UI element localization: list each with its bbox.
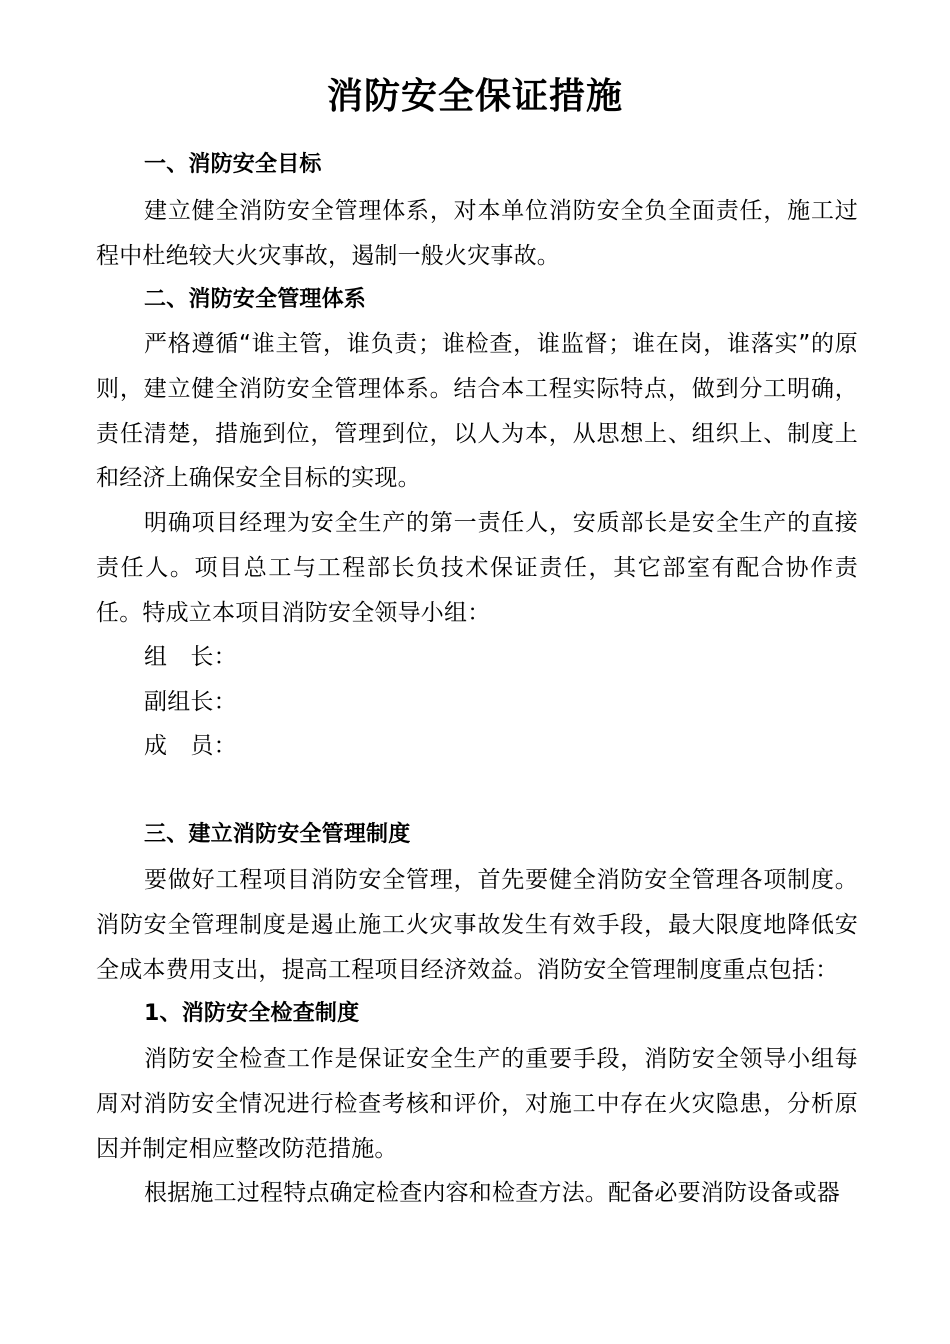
- section2-paragraph-1: 严格遵循“谁主管，谁负责；谁检查，谁监督；谁在岗，谁落实”的原则，建立健全消防安全管理体系。结合本工程实际特点，做到分工明确，责任清楚，措施到位，管理到位，以人为本，从思想上、组织上、制度上和经济上确保安全目标的实现。: [96, 331, 858, 492]
- members-line: 成 员：: [144, 733, 237, 759]
- section2-heading: 二、消防安全管理体系: [144, 287, 367, 312]
- section3-paragraph: 要做好工程项目消防安全管理，首先要健全消防安全管理各项制度。消防安全管理制度是遏止施工火灾事故发生有效手段，最大限度地降低安全成本费用支出，提高工程项目经济效益。消防安全管理制度重点包括：: [96, 867, 858, 983]
- section3-heading: 三、建立消防安全管理制度: [144, 822, 411, 847]
- subsection1-paragraph-2: 根据施工过程特点确定检查内容和检查方法。配备必要消防设备或器: [144, 1180, 840, 1206]
- document-title: 消防安全保证措施: [326, 76, 623, 117]
- section2-paragraph-2: 明确项目经理为安全生产的第一责任人，安质部长是安全生产的直接责任人。项目总工与工程部长负技术保证责任，其它部室有配合协作责任。特成立本项目消防安全领导小组：: [96, 510, 858, 626]
- group-leader-line: 组 长：: [144, 644, 237, 670]
- deputy-leader-line: 副组长：: [144, 689, 237, 715]
- section1-paragraph: 建立健全消防安全管理体系，对本单位消防安全负全面责任，施工过程中杜绝较大火灾事故，遏制一般火灾事故。: [96, 198, 858, 269]
- section1-heading: 一、消防安全目标: [144, 152, 322, 177]
- subsection1-heading: 1、消防安全检查制度: [144, 1001, 360, 1026]
- subsection1-paragraph-1: 消防安全检查工作是保证安全生产的重要手段，消防安全领导小组每周对消防安全情况进行检查考核和评价，对施工中存在火灾隐患，分析原因并制定相应整改防范措施。: [96, 1046, 858, 1162]
